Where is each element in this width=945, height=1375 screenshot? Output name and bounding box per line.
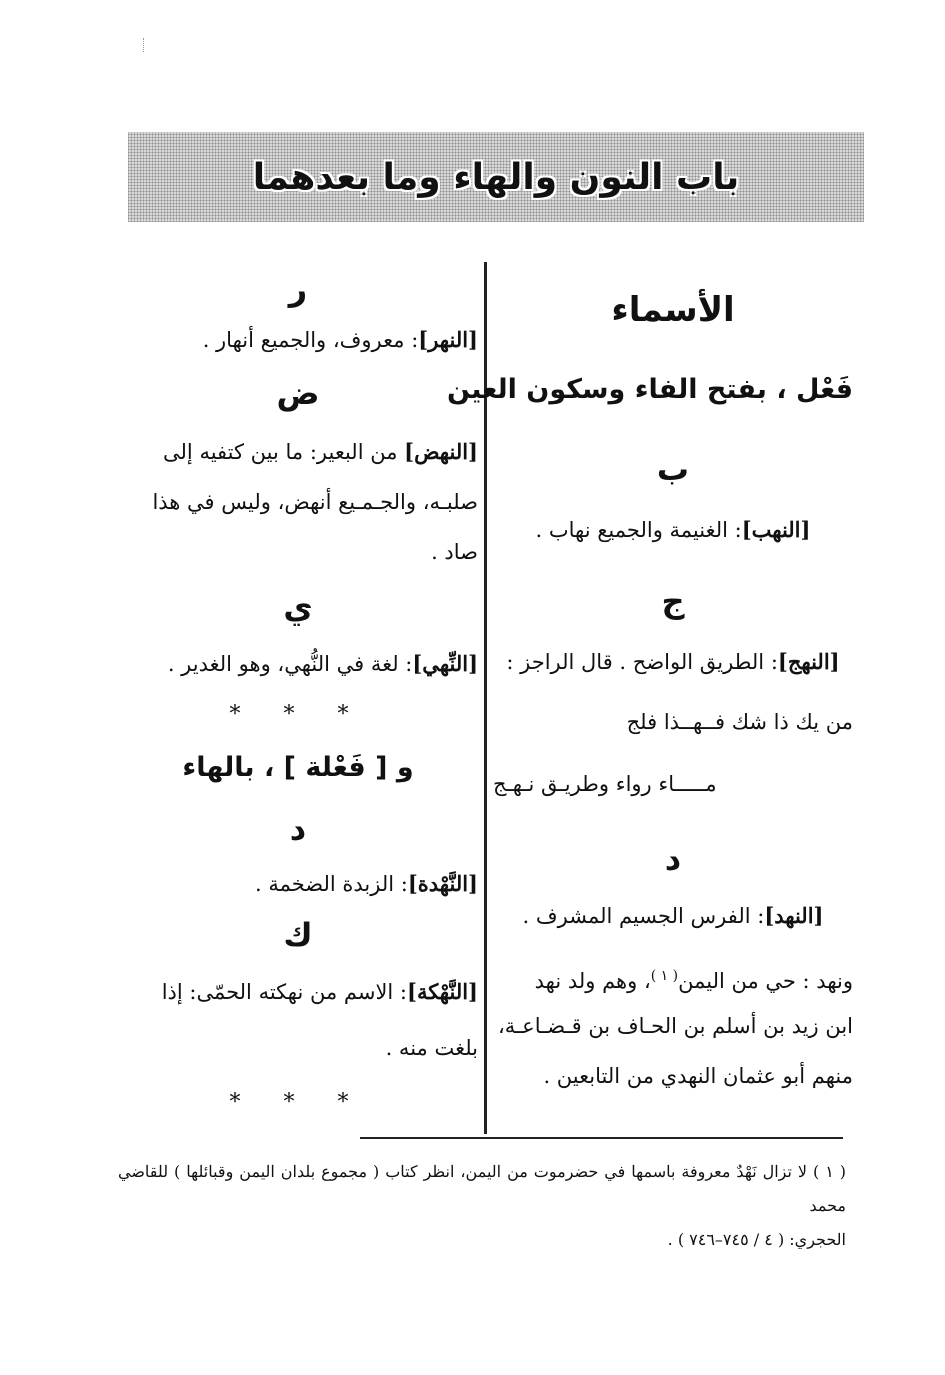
footnote-ref[interactable]: ( ١ ) [650, 968, 679, 984]
entry-term: [النهد] [764, 903, 824, 928]
footnote-line-2: الحجري: ( ٤ / ٧٤٥–٧٤٦ ) . [667, 1230, 846, 1249]
entry-nahj [493, 648, 853, 676]
letter-heading-d: د [664, 840, 682, 878]
entry-term: [النهض] [404, 439, 478, 464]
entry-nihy [118, 650, 478, 678]
entry-nahka-line2: بلغت منه . [385, 1036, 478, 1060]
entry-definition: من البعير: ما بين كتفيه إلى [163, 440, 398, 464]
entry-definition: : الطريق الواضح . قال الراجز : [506, 650, 778, 674]
tribe-text: ، وهم ولد نهد [534, 969, 651, 993]
letter-heading-d2: د [289, 810, 307, 848]
tribe-text: ونهد : حي من اليمن [678, 969, 853, 993]
entry-term: [النَّهْدة] [407, 871, 478, 896]
verse-line-1: من يك ذا شك فــهــذا فلج [626, 710, 853, 734]
letter-heading-r: ر [288, 270, 308, 308]
entry-nahr [118, 326, 478, 354]
entry-nahd-tribe-line3: منهم أبو عثمان النهدي من التابعين . [543, 1064, 853, 1088]
entry-nahda [118, 870, 478, 898]
letter-heading-k: ك [283, 916, 313, 954]
entry-definition: : معروف، والجميع أنهار . [202, 328, 419, 352]
entry-term: [النهر] [418, 327, 478, 352]
entry-term: [النَّهْكة] [407, 979, 478, 1004]
entry-nahd-dad-line2: صلبـه، والجـمـيع أنهض، وليس في هذا [152, 490, 478, 514]
footnote [118, 1155, 846, 1257]
entry-definition: : الاسم من نهكته الحمّى: إذا [161, 980, 408, 1004]
entry-nahd-dad-line1 [118, 438, 478, 466]
letter-heading-dad: ض [276, 374, 320, 412]
letter-heading-b: ب [656, 450, 690, 488]
footnote-rule [360, 1137, 843, 1139]
footnote-line-1: ( ١ ) لا تزال نَهْدٌ معروفة باسمها في حضرموت من اليمن، انظر كتاب ( مجموع بلدان اليمن وقبائلها ) للقاضي محمد [118, 1162, 847, 1215]
entry-definition: : الزبدة الضخمة . [254, 872, 408, 896]
entry-definition: : لغة في النُّهي، وهو الغدير . [167, 652, 413, 676]
stars-separator: * * * [229, 1090, 367, 1115]
letter-heading-y: ي [283, 588, 313, 626]
pattern-title: فَعْل ، بفتح الفاء وسكون العين [446, 374, 853, 405]
entry-definition: : الفرس الجسيم المشرف . [522, 904, 765, 928]
entry-nahd-dad-line3: صاد . [431, 540, 478, 564]
verse-line-2: مـــــاء رواء وطريـق نـهـج [493, 772, 717, 796]
chapter-banner [128, 132, 864, 222]
entry-nahb [493, 516, 853, 544]
entry-nahka-line1 [118, 978, 478, 1006]
entry-nahd [493, 902, 853, 930]
entry-definition: : الغنيمة والجميع نهاب . [535, 518, 742, 542]
entry-term: [النهب] [741, 517, 811, 542]
chapter-title: باب النون والهاء وما بعدهما [252, 156, 740, 198]
entry-term: [النِّهي] [412, 651, 478, 676]
entry-nahd-tribe-line1 [493, 962, 853, 995]
stars-separator: * * * [229, 702, 367, 727]
scan-mark [143, 38, 146, 52]
section-title: الأسماء [611, 290, 735, 330]
entry-term: [النهج] [777, 649, 840, 674]
pattern-title-faala: و [ فَعْلة ] ، بالهاء [182, 752, 414, 783]
letter-heading-j: ج [661, 582, 685, 620]
entry-nahd-tribe-line2: ابن زيد بن أسلم بن الحـاف بن قـضـاعـة، [497, 1014, 853, 1038]
